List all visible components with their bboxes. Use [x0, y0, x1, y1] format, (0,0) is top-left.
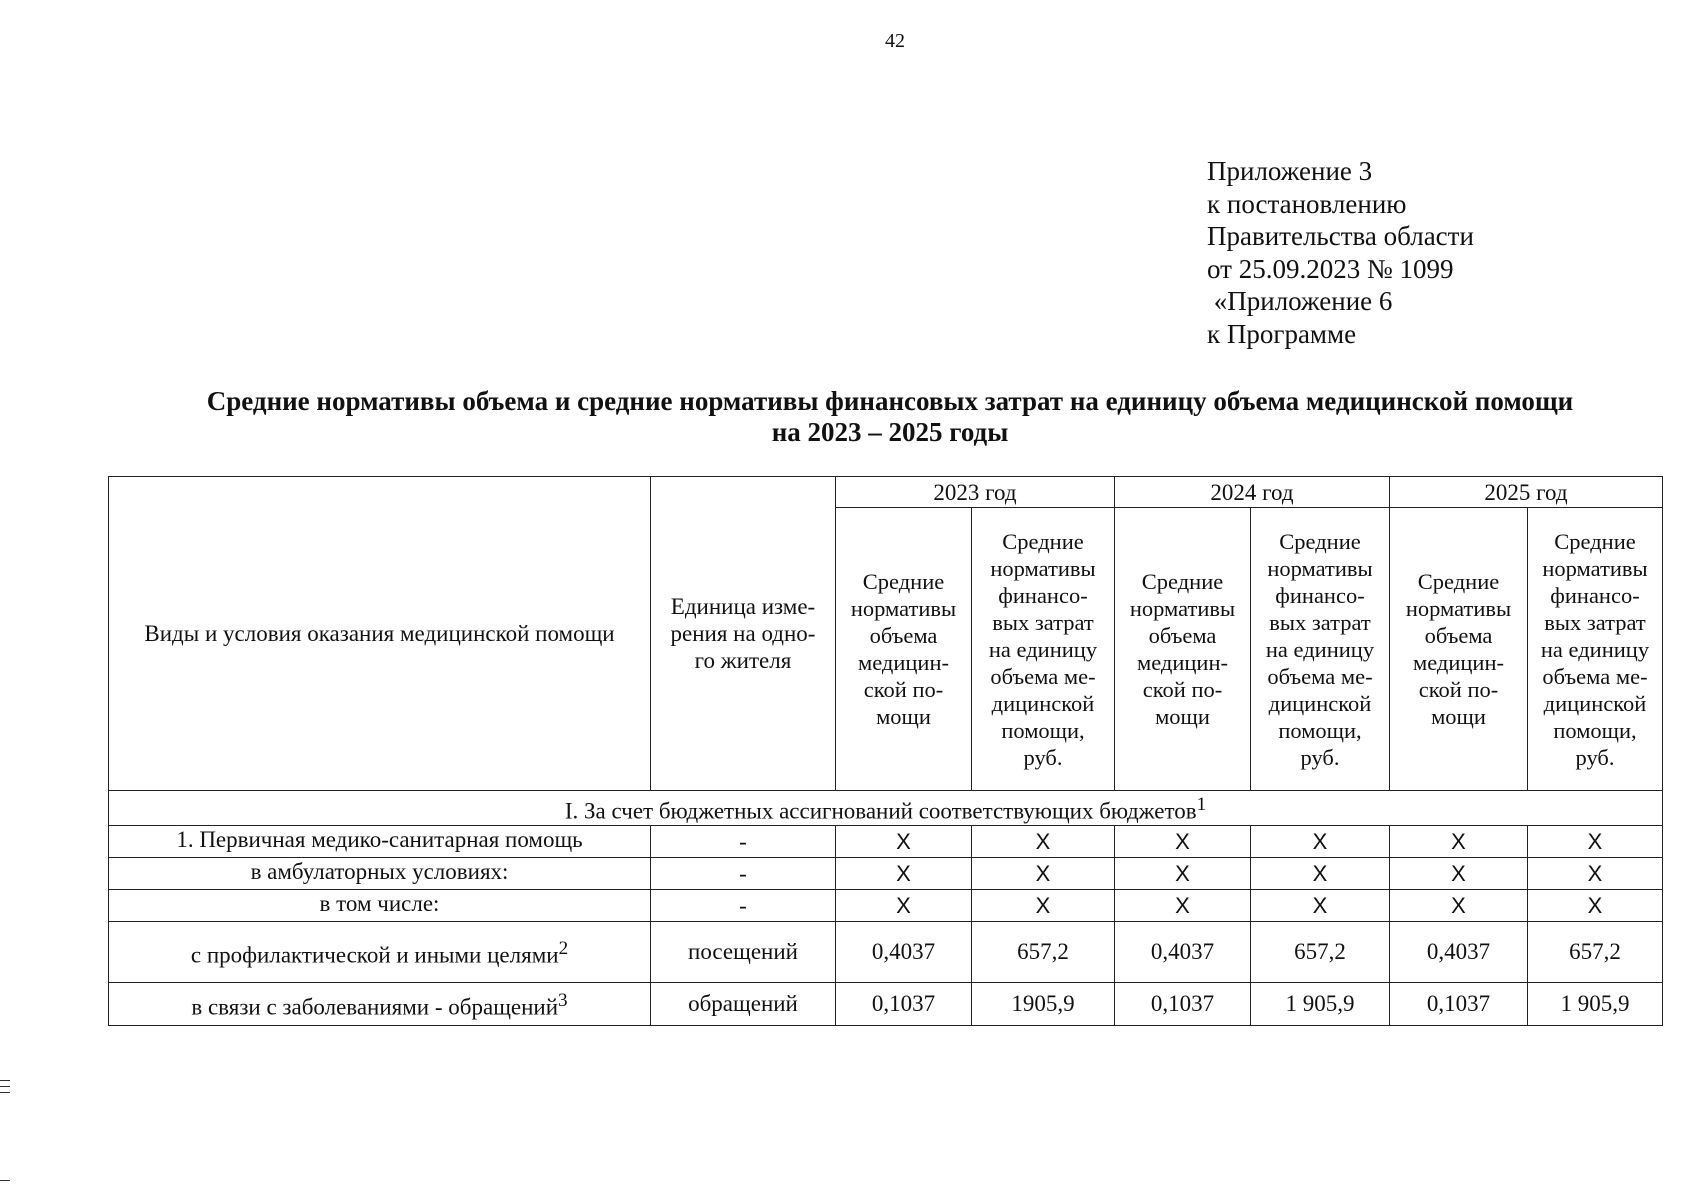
- footnote-mark: 3: [558, 989, 568, 1011]
- header-volume: Средние нормативы объема медицин- ской по- мощи: [836, 508, 972, 791]
- margin-mark: [0, 1092, 10, 1093]
- header-cost: Средние нормативы финансо- вых затрат на единицу объема ме- дицинской помощи, руб.: [1528, 508, 1663, 791]
- volume-cell: 0,4037: [1115, 921, 1251, 982]
- header-cost: Средние нормативы финансо- вых затрат на единицу объема ме- дицинской помощи, руб.: [1251, 508, 1390, 791]
- appendix-line: от 25.09.2023 № 1099: [1207, 253, 1454, 284]
- footnote-mark: 1: [1196, 794, 1207, 815]
- footnote-mark: 2: [558, 937, 569, 959]
- cost-cell: X: [1251, 825, 1390, 857]
- page-number: 42: [885, 30, 905, 52]
- table-row: [109, 982, 1663, 1025]
- row-label-text: в связи с заболеваниями - обращений: [191, 994, 559, 1020]
- cost-cell: X: [972, 857, 1115, 889]
- row-unit: обращений: [651, 982, 836, 1025]
- cost-cell: X: [972, 825, 1115, 857]
- row-label: [109, 857, 651, 889]
- appendix-line: к Программе: [1207, 318, 1357, 349]
- row-unit: посещений: [651, 921, 836, 982]
- row-label: [109, 921, 651, 982]
- cost-cell: 1 905,9: [1251, 982, 1390, 1025]
- cost-cell: X: [1528, 889, 1663, 921]
- volume-cell: 0,1037: [836, 982, 972, 1025]
- table-row: [109, 921, 1663, 982]
- volume-cell: X: [1390, 857, 1528, 889]
- volume-cell: X: [1115, 857, 1251, 889]
- header-unit: Единица изме- рения на одно- го жителя: [651, 477, 836, 791]
- appendix-line: Правительства области: [1207, 221, 1474, 251]
- title-line: на 2023 – 2025 годы: [771, 417, 1009, 447]
- row-label: [109, 889, 651, 921]
- volume-cell: 0,4037: [836, 921, 972, 982]
- norms-table: [108, 476, 1663, 1026]
- row-label: [109, 982, 651, 1025]
- cost-cell: X: [1251, 889, 1390, 921]
- header-kind: Виды и условия оказания медицинской помощи: [109, 477, 651, 791]
- cost-cell: 1 905,9: [1528, 982, 1663, 1025]
- row-unit: -: [651, 889, 836, 921]
- margin-mark: [0, 1086, 10, 1087]
- cost-cell: 657,2: [1528, 921, 1663, 982]
- header-cost: Средние нормативы финансо- вых затрат на единицу объема ме- дицинской помощи, руб.: [972, 508, 1115, 791]
- volume-cell: 0,1037: [1115, 982, 1251, 1025]
- row-label: [109, 825, 651, 857]
- header-volume: Средние нормативы объема медицин- ской по- мощи: [1390, 508, 1528, 791]
- margin-mark: [0, 1080, 10, 1081]
- header-year-2025: 2025 год: [1390, 477, 1663, 508]
- row-unit: -: [651, 825, 836, 857]
- volume-cell: 0,1037: [1390, 982, 1528, 1025]
- volume-cell: X: [1115, 825, 1251, 857]
- header-volume: Средние нормативы объема медицин- ской по- мощи: [1115, 508, 1251, 791]
- volume-cell: X: [1115, 889, 1251, 921]
- title-line: Средние нормативы объема и средние нормативы финансовых затрат на единицу объема медицинской помощи: [206, 386, 1574, 416]
- section-heading: [109, 791, 1663, 826]
- cost-cell: X: [1528, 825, 1663, 857]
- table-row: [109, 889, 1663, 921]
- margin-mark: [0, 1180, 10, 1181]
- cost-cell: X: [972, 889, 1115, 921]
- appendix-line: Приложение 3: [1207, 156, 1373, 186]
- cost-cell: X: [1251, 857, 1390, 889]
- appendix-line: к постановлению: [1207, 188, 1407, 219]
- cost-cell: 657,2: [972, 921, 1115, 982]
- volume-cell: X: [836, 889, 972, 921]
- row-unit: -: [651, 857, 836, 889]
- header-year-2023: 2023 год: [836, 477, 1115, 508]
- cost-cell: 1905,9: [972, 982, 1115, 1025]
- cost-cell: 657,2: [1251, 921, 1390, 982]
- volume-cell: X: [1390, 889, 1528, 921]
- section-heading-text: I. За счет бюджетных ассигнований соответствующих бюджетов: [564, 798, 1197, 824]
- row-label-text: в амбулаторных условиях:: [250, 858, 509, 884]
- volume-cell: X: [836, 857, 972, 889]
- row-label-text: 1. Первичная медико-санитарная помощь: [176, 826, 583, 852]
- appendix-line: «Приложение 6: [1207, 286, 1393, 316]
- document-title: [160, 386, 1620, 448]
- volume-cell: X: [836, 825, 972, 857]
- volume-cell: 0,4037: [1390, 921, 1528, 982]
- table-body: [109, 825, 1663, 1025]
- table-row: [109, 825, 1663, 857]
- cost-cell: X: [1528, 857, 1663, 889]
- table-row: [109, 857, 1663, 889]
- row-label-text: с профилактической и иными целями: [190, 942, 559, 968]
- appendix-reference: [1207, 155, 1474, 350]
- header-year-2024: 2024 год: [1115, 477, 1390, 508]
- row-label-text: в том числе:: [319, 890, 440, 916]
- volume-cell: X: [1390, 825, 1528, 857]
